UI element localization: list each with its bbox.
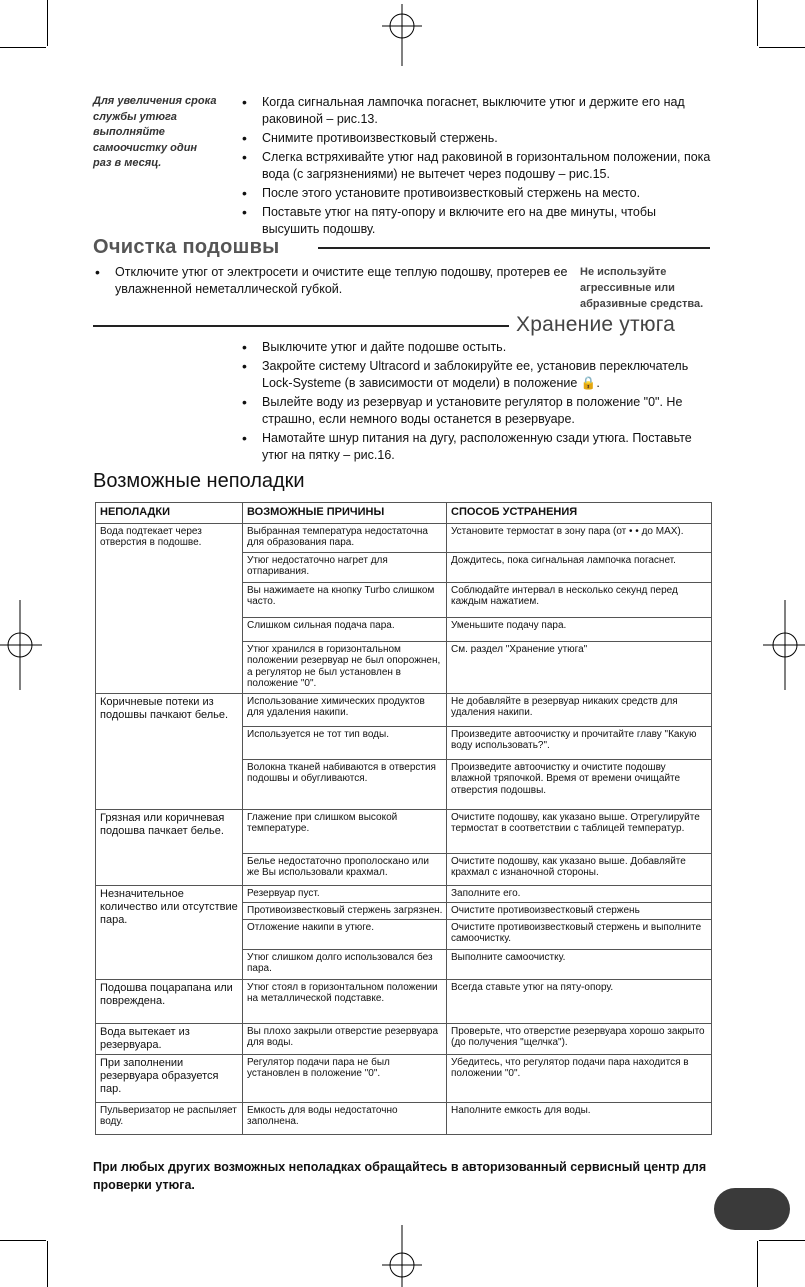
list-item: • Снимите противоизвестковый стержень. <box>240 130 712 147</box>
tip-line: самоочистку один <box>93 141 198 154</box>
list-item: • Отключите утюг от электросети и очистите еще теплую подошву, протерев ее увлажненной неметаллической губкой. <box>93 264 573 298</box>
troubleshooting-table <box>95 502 712 1135</box>
table-row <box>96 523 712 552</box>
section-title-storage: Хранение утюга <box>516 313 676 336</box>
fix-cell: Произведите автоочистку и прочитайте главу "Какую воду использовать?". <box>447 726 712 759</box>
fix-cell: Убедитесь, что регулятор подачи пара находится в положении "0". <box>447 1054 712 1102</box>
tip-line: службы утюга <box>93 110 177 123</box>
registration-mark-top <box>380 4 424 66</box>
cause-cell: Емкость для воды недостаточно заполнена. <box>243 1102 447 1134</box>
list-item: • Когда сигнальная лампочка погаснет, выключите утюг и держите его над раковиной – рис.13. <box>240 94 712 128</box>
cause-cell: Регулятор подачи пара не был установлен в положение "0". <box>243 1054 447 1102</box>
cause-cell: Утюг стоял в горизонтальном положении на металлической подставке. <box>243 979 447 1023</box>
fix-cell: Очистите противоизвестковый стержень и выполните самоочистку. <box>447 919 712 949</box>
section-divider <box>318 247 710 249</box>
cause-cell: Вы плохо закрыли отверстие резервуара для воды. <box>243 1023 447 1054</box>
fix-cell: Заполните его. <box>447 885 712 902</box>
cause-cell: Утюг недостаточно нагрет для отпаривания. <box>243 552 447 582</box>
cause-cell: Белье недостаточно прополоскано или же Вы использовали крахмал. <box>243 853 447 885</box>
problem-cell: При заполнении резервуара образуется пар. <box>96 1054 243 1102</box>
list-item: • Поставьте утюг на пяту-опору и включите его на две минуты, чтобы высушить подошву. <box>240 204 712 238</box>
problem-cell: Подошва поцарапана или повреждена. <box>96 979 243 1023</box>
table-row <box>96 809 712 853</box>
fix-cell: Наполните емкость для воды. <box>447 1102 712 1134</box>
fix-cell: Установите термостат в зону пара (от • • до MAX). <box>447 523 712 552</box>
list-item: • Вылейте воду из резервуар и установите регулятор в положение "0". Не страшно, если немного воды останется в резервуаре. <box>240 394 712 428</box>
list-item: • Слегка встряхивайте утюг над раковиной в горизонтальном положении, пока вода (с загрязнениями) не вытечет через подошву – рис.15. <box>240 149 712 183</box>
cause-cell: Волокна тканей набиваются в отверстия подошвы и обугливаются. <box>243 759 447 809</box>
fix-cell: Очистите подошву, как указано выше. Добавляйте крахмал с изнаночной стороны. <box>447 853 712 885</box>
cause-cell: Выбранная температура недостаточна для образования пара. <box>243 523 447 552</box>
table-row <box>96 1102 712 1134</box>
cause-cell: Резервуар пуст. <box>243 885 447 902</box>
crop-mark <box>47 1241 48 1287</box>
crop-mark <box>0 47 46 48</box>
crop-mark <box>0 1240 46 1241</box>
problem-cell: Пульверизатор не распыляет воду. <box>96 1102 243 1134</box>
table-row <box>96 1023 712 1054</box>
problem-cell: Коричневые потеки из подошвы пачкают белье. <box>96 693 243 809</box>
section-title-troubleshooting: Возможные неполадки <box>93 470 305 492</box>
fix-cell: Всегда ставьте утюг на пяту-опору. <box>447 979 712 1023</box>
selfclean-steps <box>240 94 712 240</box>
table-row <box>96 1054 712 1102</box>
cause-cell: Отложение накипи в утюге. <box>243 919 447 949</box>
tip-line: Для увеличения срока <box>93 95 217 107</box>
fix-cell: Выполните самоочистку. <box>447 949 712 979</box>
list-item: • Закройте систему Ultracord и заблокируйте ее, установив переключатель Lock-Systeme (в зависимости от модели) в положение 🔒. <box>240 358 712 392</box>
fix-cell: Произведите автоочистку и очистите подошву влажной тряпочкой. Время от времени очищайте отверстия подошвы. <box>447 759 712 809</box>
page-number-tab <box>714 1188 790 1230</box>
problem-cell: Вода вытекает из резервуара. <box>96 1023 243 1054</box>
table-row <box>96 979 712 1023</box>
cause-cell: Утюг хранился в горизонтальном положении резервуар не был опорожнен, а регулятор не был установлен в положение "0". <box>243 641 447 693</box>
fix-cell: Уменьшите подачу пара. <box>447 617 712 641</box>
registration-mark-right <box>761 600 805 690</box>
tip-line: раз в месяц. <box>93 157 162 169</box>
problem-cell: Грязная или коричневая подошва пачкает белье. <box>96 809 243 885</box>
section-title-sole: Очистка подошвы <box>93 236 280 258</box>
list-item: • После этого установите противоизвестковый стержень на место. <box>240 185 712 202</box>
fix-cell: Дождитесь, пока сигнальная лампочка погаснет. <box>447 552 712 582</box>
problem-cell: Вода подтекает через отверстия в подошве. <box>96 523 243 693</box>
sole-steps <box>93 264 573 300</box>
cause-cell: Утюг слишком долго использовался без пара. <box>243 949 447 979</box>
sole-warning <box>580 264 703 312</box>
list-item: • Выключите утюг и дайте подошве остыть. <box>240 339 712 356</box>
table-row <box>96 885 712 902</box>
warning-line: абразивные средства. <box>580 298 704 310</box>
crop-mark <box>759 1240 805 1241</box>
cause-cell: Противоизвестковый стержень загрязнен. <box>243 902 447 919</box>
selfclean-tip <box>93 94 233 172</box>
crop-mark <box>47 0 48 46</box>
section-divider <box>93 325 509 327</box>
fix-cell: Очистите подошву, как указано выше. Отрегулируйте термостат в соответствии с таблицей температур. <box>447 809 712 853</box>
fix-cell: Соблюдайте интервал в несколько секунд перед каждым нажатием. <box>447 582 712 617</box>
warning-line: Не используйте <box>580 266 667 278</box>
warning-line: агрессивные или <box>580 282 675 294</box>
fix-cell: Не добавляйте в резервуар никаких средств для удаления накипи. <box>447 693 712 726</box>
registration-mark-left <box>0 600 44 690</box>
fix-cell: Проверьте, что отверстие резервуара хорошо закрыто (до получения "щелчка"). <box>447 1023 712 1054</box>
cause-cell: Использование химических продуктов для удаления накипи. <box>243 693 447 726</box>
registration-mark-bottom <box>380 1225 424 1287</box>
list-item: • Намотайте шнур питания на дугу, расположенную сзади утюга. Поставьте утюг на пятку – рис.16. <box>240 430 712 464</box>
cause-cell: Глажение при слишком высокой температуре. <box>243 809 447 853</box>
fix-cell: Очистите противоизвестковый стержень <box>447 902 712 919</box>
fix-cell: См. раздел "Хранение утюга" <box>447 641 712 693</box>
crop-mark <box>757 1241 758 1287</box>
column-header: СПОСОБ УСТРАНЕНИЯ <box>447 503 712 524</box>
problem-cell: Незначительное количество или отсутствие пара. <box>96 885 243 979</box>
storage-steps <box>240 339 712 466</box>
crop-mark <box>757 0 758 46</box>
cause-cell: Вы нажимаете на кнопку Turbo слишком часто. <box>243 582 447 617</box>
column-header: НЕПОЛАДКИ <box>96 503 243 524</box>
crop-mark <box>759 47 805 48</box>
cause-cell: Слишком сильная подача пара. <box>243 617 447 641</box>
footer-note: При любых других возможных неполадках обращайтесь в авторизованный сервисный центр для проверки утюга. <box>93 1160 707 1192</box>
column-header: ВОЗМОЖНЫЕ ПРИЧИНЫ <box>243 503 447 524</box>
tip-line: выполняйте <box>93 126 165 138</box>
table-row <box>96 693 712 726</box>
table-header-row <box>96 503 712 524</box>
cause-cell: Используется не тот тип воды. <box>243 726 447 759</box>
